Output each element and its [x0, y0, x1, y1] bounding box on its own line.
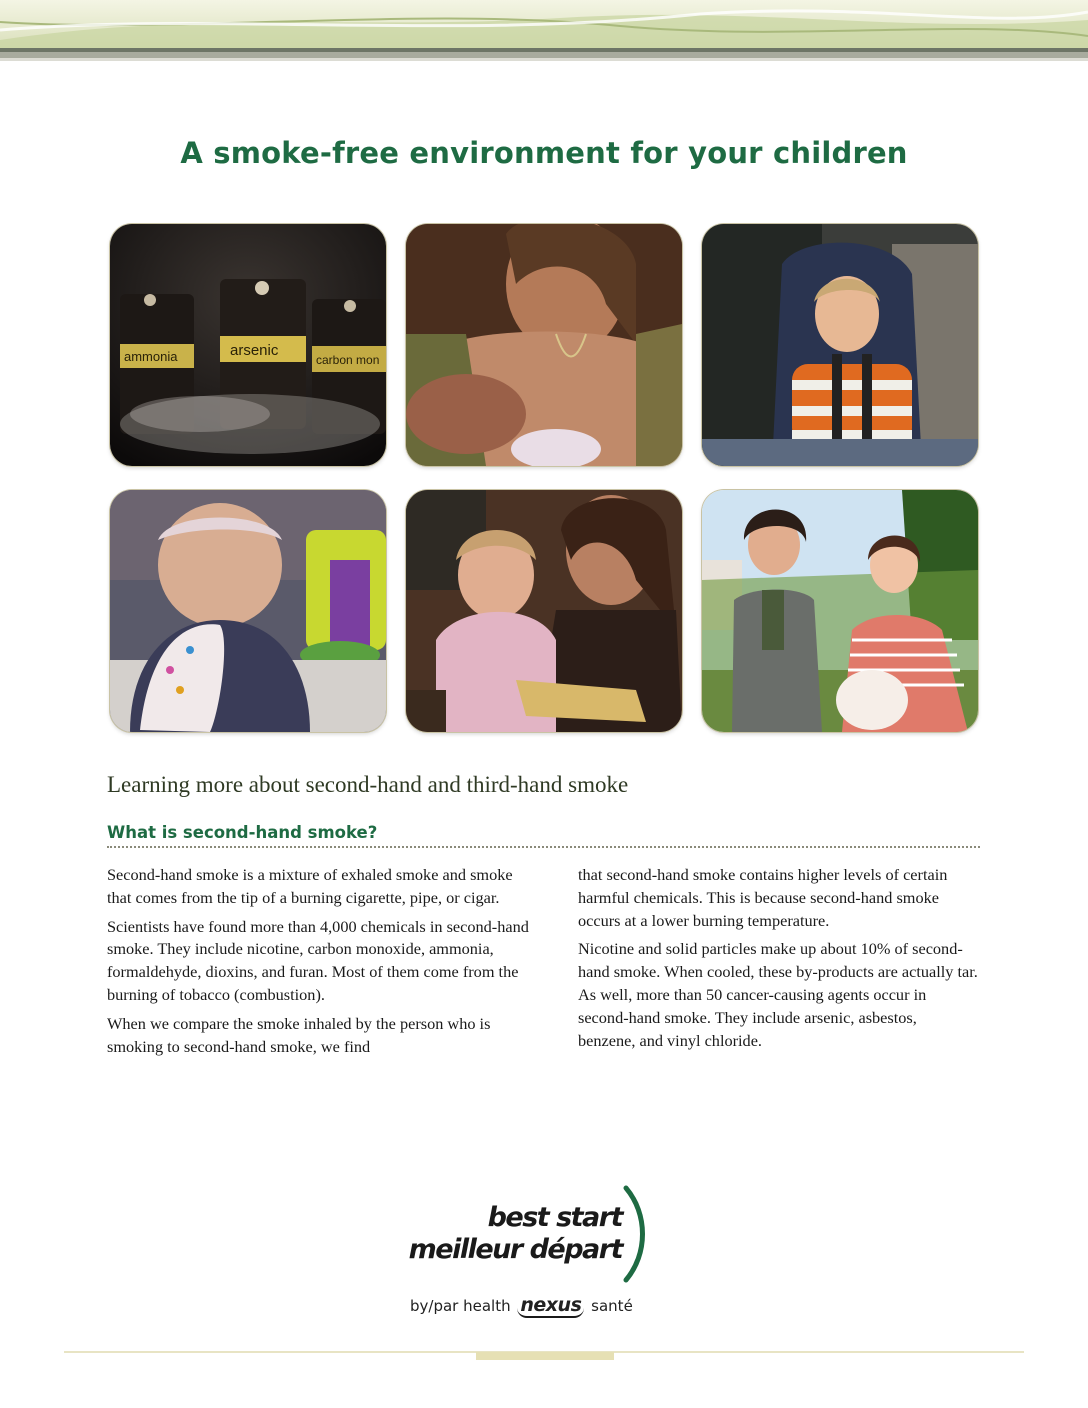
paragraph: Second-hand smoke is a mixture of exhaled smoke and smoke that comes from the tip of a burning cigarette, pipe, or cigar. [107, 865, 513, 907]
byline-sante: santé [591, 1297, 633, 1315]
dotted-divider [107, 846, 980, 848]
logo-byline [410, 1294, 633, 1318]
photo-couple-outdoors [702, 490, 978, 732]
page-title: A smoke-free environment for your children [180, 136, 908, 170]
nexus-wordmark: nexus [517, 1294, 584, 1318]
bottle-label-arsenic: arsenic [230, 342, 279, 359]
photo-baby-tummy-time [110, 490, 386, 732]
logo-text-best-start: best start [487, 1202, 622, 1233]
photo-breastfeeding-mother [406, 224, 682, 466]
bottle-label-ammonia: ammonia [124, 349, 178, 364]
paragraph: Scientists have found more than 4,000 chemicals in second-hand smoke. They include nicotine, carbon monoxide, ammonia, formaldehyde, dioxins, and furan. Most of them come from the burning of tobacco (combustion). [107, 916, 529, 1004]
paragraph: that second-hand smoke contains higher levels of certain harmful chemicals. This is because second-hand smoke occurs at a lower burning temperature. [578, 865, 948, 930]
text-column-left [107, 864, 537, 1064]
bottle-label-carbon: carbon mon [316, 353, 380, 367]
footer-tab [476, 1352, 614, 1360]
photo-chemical-bottles [110, 224, 386, 466]
paragraph: When we compare the smoke inhaled by the person who is smoking to second-hand smoke, we find [107, 1013, 491, 1056]
text-column-right [578, 864, 978, 1058]
logo-parenthesis-icon [618, 1184, 658, 1284]
subheading: What is second-hand smoke? [107, 823, 378, 842]
photo-child-car-seat [702, 224, 978, 466]
paragraph: Nicotine and solid particles make up about 10% of second-hand smoke. When cooled, these by-products are actually tar. As well, more than 50 cancer-causing agents occur in second-hand smoke. They include arsenic, asbestos, benzene, and vinyl chloride. [578, 939, 978, 1050]
byline-by: by/par health [410, 1297, 511, 1315]
best-start-logo [400, 1180, 680, 1320]
section-heading: Learning more about second-hand and third-hand smoke [107, 772, 629, 797]
photo-mother-reading-child [406, 490, 682, 732]
header-wave-band [0, 0, 1088, 64]
logo-text-meilleur-depart: meilleur départ [408, 1234, 622, 1265]
